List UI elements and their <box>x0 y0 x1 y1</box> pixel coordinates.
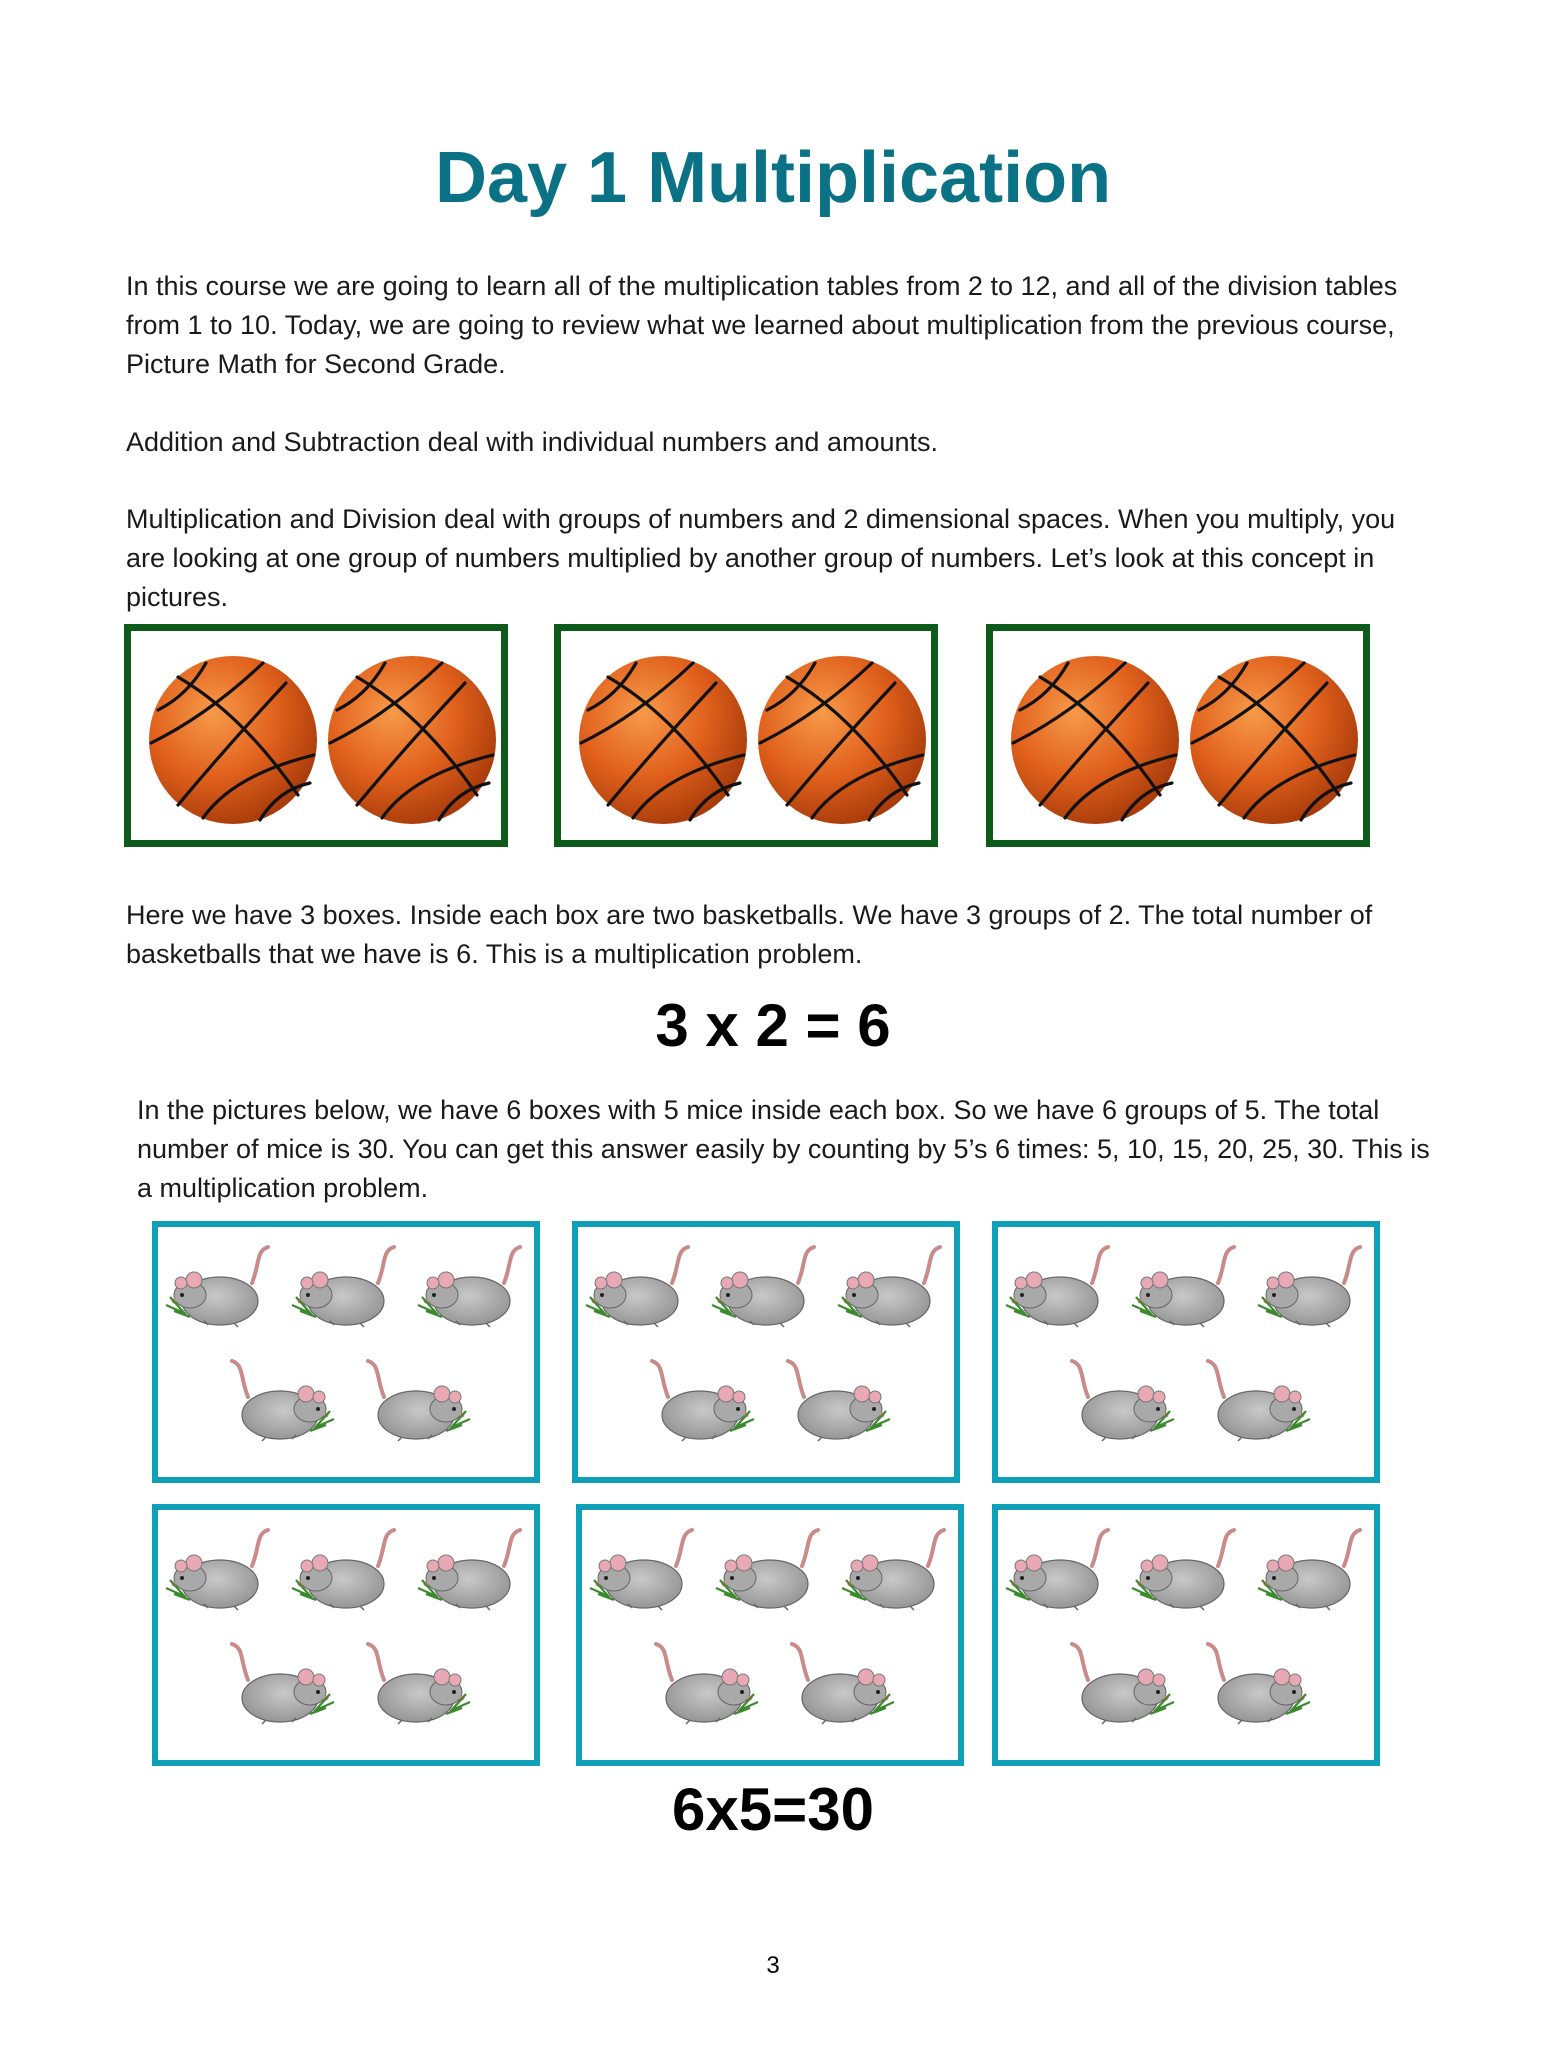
mouse-icon <box>290 1528 398 1618</box>
basketball-box <box>554 624 938 847</box>
basketball-icon <box>757 655 927 825</box>
mouse-box <box>152 1221 540 1483</box>
basketball-icon <box>148 655 318 825</box>
basketball-icon <box>327 655 497 825</box>
mouse-icon <box>364 1642 472 1732</box>
mouse-box <box>576 1504 964 1766</box>
mouse-icon <box>1256 1245 1364 1335</box>
mouse-icon <box>416 1528 524 1618</box>
mouse-icon <box>1068 1642 1176 1732</box>
mouse-icon <box>588 1528 696 1618</box>
mouse-icon <box>1004 1528 1112 1618</box>
mice-paragraph: In the pictures below, we have 6 boxes with 5 mice inside each box. So we have 6 groups of 5. The total number of mice is 30. You can get this answer easily by counting by 5’s 6 times: 5, 10, 15, 20, 25, 30. This is a multiplication problem. <box>137 1095 1430 1203</box>
mouse-icon <box>1204 1642 1312 1732</box>
mouse-icon <box>1204 1359 1312 1449</box>
mouse-box <box>152 1504 540 1766</box>
mouse-icon <box>836 1245 944 1335</box>
basketball-icon <box>1010 655 1180 825</box>
intro-paragraph: In this course we are going to learn all of the multiplication tables from 2 to 12, and all of the division tables from 1 to 10. Today, we are going to review what we learned about multiplication from the previous course, Picture Math for Second Grade. <box>126 271 1398 379</box>
mouse-icon <box>416 1245 524 1335</box>
mouse-icon <box>228 1359 336 1449</box>
basketball-equation: 3 x 2 = 6 <box>655 992 891 1059</box>
mouse-icon <box>164 1245 272 1335</box>
mice-equation: 6x5=30 <box>672 1776 874 1843</box>
mouse-icon <box>364 1359 472 1449</box>
mouse-box <box>992 1221 1380 1483</box>
page-number: 3 <box>766 1952 780 1979</box>
mouse-icon <box>584 1245 692 1335</box>
mouse-icon <box>652 1642 760 1732</box>
basketball-paragraph: Here we have 3 boxes. Inside each box are two basketballs. We have 3 groups of 2. The total number of basketballs that we have is 6. This is a multiplication problem. <box>126 900 1373 969</box>
mouse-icon <box>1130 1245 1238 1335</box>
mouse-box <box>992 1504 1380 1766</box>
basketball-box <box>124 624 508 847</box>
mouse-icon <box>164 1528 272 1618</box>
mouse-box <box>572 1221 960 1483</box>
mouse-icon <box>1130 1528 1238 1618</box>
basketball-icon <box>1189 655 1359 825</box>
basketball-icon <box>578 655 748 825</box>
basketball-box <box>986 624 1370 847</box>
mouse-icon <box>714 1528 822 1618</box>
addition-paragraph: Addition and Subtraction deal with individual numbers and amounts. <box>126 427 939 457</box>
mouse-icon <box>228 1642 336 1732</box>
mouse-icon <box>840 1528 948 1618</box>
mouse-icon <box>290 1245 398 1335</box>
mouse-icon <box>788 1642 896 1732</box>
mouse-icon <box>710 1245 818 1335</box>
page-title: Day 1 Multiplication <box>434 138 1112 218</box>
multiplication-paragraph: Multiplication and Division deal with groups of numbers and 2 dimensional spaces. When you multiply, you are looking at one group of numbers multiplied by another group of numbers. Let’s look at this concept in pictures. <box>126 504 1396 612</box>
mouse-icon <box>784 1359 892 1449</box>
mouse-icon <box>1004 1245 1112 1335</box>
mouse-icon <box>648 1359 756 1449</box>
mouse-icon <box>1256 1528 1364 1618</box>
mouse-icon <box>1068 1359 1176 1449</box>
